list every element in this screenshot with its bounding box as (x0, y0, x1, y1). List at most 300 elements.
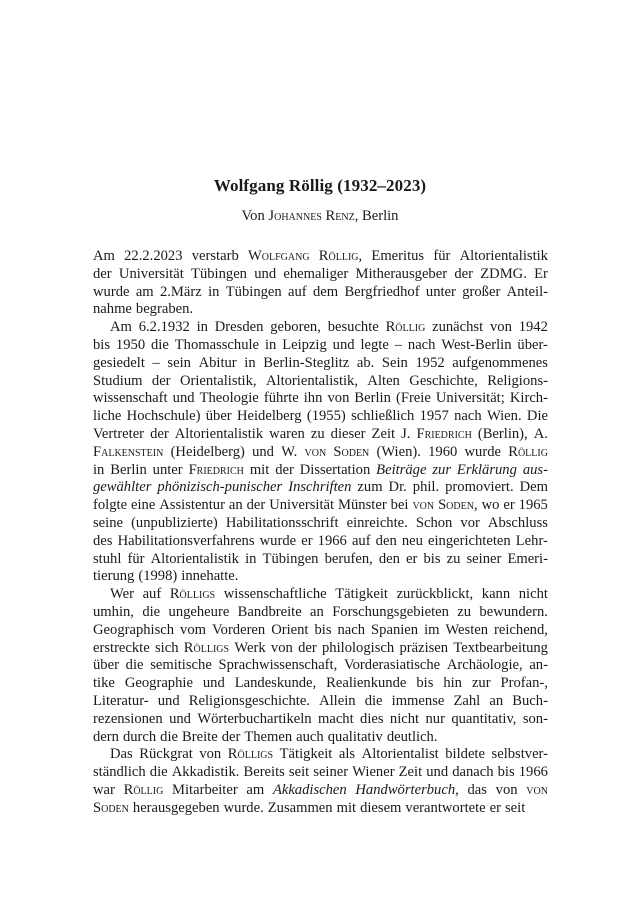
text-run: Am (110, 319, 132, 336)
word (199, 355, 237, 373)
text-run: Hochschule) (126, 408, 201, 425)
word (466, 551, 501, 569)
word (245, 551, 256, 569)
word (93, 657, 119, 675)
word (226, 284, 282, 302)
text-run: durch (122, 728, 157, 745)
text-run: waren (269, 425, 305, 442)
text-run: wissenschaft (93, 390, 168, 407)
text-run: deutlich. (386, 728, 438, 745)
word (93, 764, 146, 782)
word (93, 729, 119, 747)
word (332, 604, 449, 622)
word (462, 284, 500, 302)
word (93, 800, 129, 818)
small-caps-name: Rölligs (227, 746, 274, 763)
word (172, 764, 240, 782)
small-caps-name: Rölligs (183, 639, 230, 656)
word (447, 551, 461, 569)
text-run: Mitherausgeber (355, 265, 448, 282)
word (325, 551, 373, 569)
word (507, 284, 548, 302)
text-line (93, 462, 548, 480)
text-run: an- (529, 657, 548, 674)
word (175, 426, 263, 444)
word (238, 604, 302, 622)
word (311, 426, 325, 444)
word (360, 337, 388, 355)
text-run: reichend, (494, 621, 548, 638)
word (153, 355, 160, 373)
text-run: 6.2.1932 (138, 319, 190, 336)
text-run: dieser (330, 425, 366, 442)
word (281, 444, 297, 462)
text-run: bis (314, 621, 332, 638)
word (243, 764, 284, 782)
text-run: bis (497, 764, 515, 781)
text-run: großer (462, 283, 501, 300)
word (142, 604, 160, 622)
word (487, 408, 522, 426)
word (203, 675, 225, 693)
word (93, 711, 163, 729)
text-run: in (93, 461, 105, 478)
text-run: (1998) (138, 568, 178, 585)
italic-title: Beiträge (376, 461, 427, 478)
text-line (93, 622, 548, 640)
article-body (93, 248, 548, 818)
text-run: , (358, 248, 363, 264)
text-run: bis (416, 675, 434, 692)
word (534, 266, 548, 284)
text-run: führte (263, 390, 299, 407)
word (423, 551, 440, 569)
text-run: bewundern. (479, 603, 548, 620)
text-run: nicht (389, 710, 420, 727)
text-run: bildete (445, 746, 485, 763)
word (126, 657, 144, 675)
word (482, 497, 500, 515)
text-run: Universität (269, 497, 335, 514)
word (136, 301, 193, 319)
text-run: – (394, 336, 402, 353)
word (93, 533, 112, 551)
text-run: sein (167, 354, 191, 371)
word (93, 640, 150, 658)
word (371, 248, 424, 266)
text-run: er (489, 799, 501, 816)
italic-title: phönizisch-punischer (157, 479, 283, 496)
text-run: zu (446, 550, 461, 567)
text-run: Altorientalistik, (265, 372, 358, 389)
word (379, 551, 400, 569)
text-run: unter (152, 461, 183, 478)
word (182, 729, 218, 747)
word (150, 657, 212, 675)
word (402, 533, 423, 551)
text-run: nahme (93, 301, 132, 318)
word (328, 729, 383, 747)
word (93, 408, 121, 426)
text-run: auf (142, 586, 162, 603)
word (93, 426, 144, 444)
word (93, 248, 115, 266)
text-run: (Freie (395, 390, 431, 407)
word (505, 800, 525, 818)
text-run: Emeri- (507, 550, 548, 567)
word (93, 266, 112, 284)
text-run: zu (457, 603, 472, 620)
text-run: dies (360, 710, 384, 727)
text-run: herausgegeben (132, 799, 220, 816)
word (304, 390, 323, 408)
text-run: Habilitationsschrift (225, 514, 339, 531)
word (93, 622, 174, 640)
text-run: Er (534, 265, 548, 282)
small-caps-name: Falkenstein (93, 443, 164, 460)
word (271, 622, 308, 640)
word (426, 284, 456, 302)
word (352, 533, 371, 551)
text-run: Sprachwissenschaft, (218, 657, 338, 674)
word (409, 373, 477, 391)
text-run: Wiener (352, 764, 395, 781)
word (457, 462, 517, 480)
word (405, 800, 485, 818)
text-line (93, 319, 548, 337)
word (172, 782, 238, 800)
word (184, 640, 229, 658)
text-run: und (169, 710, 191, 727)
word (335, 586, 388, 604)
small-caps-name: Wolfgang (247, 248, 310, 264)
word (110, 746, 133, 764)
text-run: der (221, 728, 241, 745)
word (123, 729, 156, 747)
word (390, 711, 419, 729)
small-caps-name: von (304, 443, 327, 460)
word (351, 408, 414, 426)
text-run: nach (337, 621, 366, 638)
text-run: Bandbreite (237, 603, 302, 620)
word (387, 729, 438, 747)
text-line (93, 390, 548, 408)
word (235, 675, 316, 693)
word (266, 373, 358, 391)
word (181, 568, 238, 586)
italic-title: aus- (522, 461, 548, 478)
text-run: seit (504, 799, 526, 816)
word (150, 764, 168, 782)
word (337, 800, 356, 818)
text-line (93, 693, 548, 711)
word (228, 746, 273, 764)
word (498, 764, 515, 782)
text-line (93, 266, 548, 284)
word (333, 337, 355, 355)
word (215, 319, 264, 337)
text-run: – (152, 354, 160, 371)
word (360, 800, 401, 818)
text-run: die (160, 728, 179, 745)
word (526, 782, 548, 800)
word (275, 462, 294, 480)
text-run: semitische (150, 657, 212, 674)
text-line (93, 301, 548, 319)
word (519, 497, 548, 515)
text-run: der (151, 372, 171, 389)
word (288, 284, 307, 302)
small-caps-name: von (412, 497, 435, 514)
text-run: eingerichteten (428, 532, 511, 549)
small-caps-name: von (526, 781, 548, 798)
text-run: über (93, 657, 119, 674)
text-run: das (467, 781, 487, 798)
text-run: Berlin (110, 461, 147, 478)
word (191, 266, 247, 284)
word (133, 800, 220, 818)
text-run: danach (452, 764, 494, 781)
paragraph (93, 319, 548, 586)
text-run: in (208, 283, 220, 300)
word (377, 444, 421, 462)
text-run: Dr. (388, 479, 407, 496)
text-run: , (455, 781, 459, 798)
small-caps-name: Röllig (318, 248, 359, 264)
text-run: bis (423, 550, 441, 567)
word (288, 479, 351, 497)
text-run: von (327, 390, 350, 407)
text-run: (Berlin), (477, 425, 528, 442)
text-run: zur (471, 675, 491, 692)
text-run: immense (391, 692, 445, 709)
word (328, 319, 379, 337)
word (489, 693, 503, 711)
text-run: in (244, 354, 256, 371)
word (246, 782, 264, 800)
text-run: stuhl (93, 550, 122, 567)
text-run: für (433, 248, 451, 264)
text-line (93, 640, 548, 658)
text-run: Zusammen (267, 799, 333, 816)
word (173, 390, 195, 408)
text-run: Archäologie, (446, 657, 523, 674)
word (519, 319, 548, 337)
text-run: 1965 (518, 497, 548, 514)
text-run: der (246, 497, 266, 514)
word (512, 693, 548, 711)
word (93, 444, 163, 462)
text-run: Tätigkeit (335, 586, 388, 603)
text-run: Westen (445, 621, 489, 638)
text-run: (unpublizierte) (131, 514, 218, 531)
text-line (93, 497, 548, 515)
text-run: , (473, 497, 478, 514)
text-run: präzisen (399, 639, 449, 656)
text-run: Bergfriedhof (344, 283, 420, 300)
byline (0, 208, 640, 225)
text-run: Kirch- (509, 390, 548, 407)
text-run: gesiedelt (93, 354, 145, 371)
word (480, 266, 527, 284)
text-run: Landeskunde, (234, 675, 317, 692)
word (344, 657, 440, 675)
text-run: und (202, 675, 225, 692)
word (354, 390, 390, 408)
text-run: 2.März (159, 283, 202, 300)
word (396, 390, 431, 408)
text-run: Spanien (371, 621, 419, 638)
text-run: Altorientalistik (174, 425, 264, 442)
text-run: ZDMG. (480, 265, 527, 282)
byline-location: , Berlin (354, 208, 399, 224)
text-run: von (489, 319, 512, 336)
text-run: war (93, 781, 115, 798)
text-run: Wer (110, 586, 134, 603)
text-line (93, 337, 548, 355)
text-run: der (454, 265, 473, 282)
word (399, 640, 448, 658)
word (517, 337, 548, 355)
text-run: Universität (118, 265, 184, 282)
text-run: Abschluss (487, 514, 548, 531)
word (180, 373, 257, 391)
text-run: ehemaliger (283, 265, 349, 282)
word (453, 640, 548, 658)
word (310, 604, 324, 622)
word (482, 586, 510, 604)
word (467, 782, 486, 800)
word (244, 729, 292, 747)
word (516, 533, 548, 551)
word (160, 284, 202, 302)
word (445, 746, 485, 764)
word (116, 337, 145, 355)
text-run: Lehr- (515, 532, 548, 549)
text-run: von (199, 746, 222, 763)
text-run: ungeheure (168, 603, 230, 620)
word (151, 551, 239, 569)
word (93, 284, 129, 302)
word (189, 462, 244, 480)
text-run: (1955) (306, 408, 346, 425)
text-run: den (378, 550, 400, 567)
word (487, 373, 548, 391)
word (338, 497, 387, 515)
text-run: Wien. (486, 408, 522, 425)
text-run: aufgenommenes (452, 354, 548, 371)
text-line (93, 568, 548, 586)
text-run: folgte (93, 497, 128, 514)
text-run: tike (93, 675, 115, 692)
word (175, 337, 259, 355)
word (322, 640, 394, 658)
word (496, 782, 518, 800)
text-run: zurückblickt, (396, 586, 474, 603)
text-run: Religionsgeschichte. (188, 692, 310, 709)
word (206, 408, 232, 426)
word (392, 693, 445, 711)
word (127, 408, 201, 426)
text-run: Werk (234, 639, 266, 656)
word (357, 479, 382, 497)
text-run: Tübingen (262, 550, 319, 567)
word (260, 533, 296, 551)
text-run: Akkadistik. (171, 764, 240, 781)
text-run: in (264, 336, 277, 353)
text-run: tierung (93, 568, 135, 585)
text-run: 22.2.2023 (124, 248, 183, 264)
word (428, 444, 457, 462)
word (167, 355, 191, 373)
text-run: die (142, 603, 161, 620)
text-run: (Wien). (376, 443, 421, 460)
text-run: Theologie (199, 390, 259, 407)
small-caps-name: Friedrich (188, 461, 244, 478)
word (125, 675, 193, 693)
text-run: Alten (367, 372, 400, 389)
word (445, 622, 488, 640)
word (271, 640, 293, 658)
word (93, 551, 121, 569)
word (169, 604, 230, 622)
word (199, 746, 221, 764)
word (301, 533, 312, 551)
word (367, 373, 399, 391)
text-run: Abitur (198, 354, 237, 371)
text-run: die (125, 657, 144, 674)
word (416, 515, 452, 533)
word (426, 764, 448, 782)
word (454, 266, 473, 284)
text-run: Sein (381, 354, 408, 371)
text-run: von (495, 781, 518, 798)
text-run: (Heidelberg) (170, 443, 245, 460)
text-line (93, 711, 548, 729)
word (420, 408, 449, 426)
text-run: Zahl (453, 692, 481, 709)
byline-prefix: Von (241, 208, 265, 224)
text-run: und (332, 336, 355, 353)
word (224, 586, 327, 604)
text-run: ständlich (93, 764, 146, 781)
text-line (93, 604, 548, 622)
text-run: Orient (271, 621, 309, 638)
text-run: Emeritus (371, 248, 425, 264)
text-run: nach (454, 408, 482, 425)
text-run: Altorientalistik (459, 248, 548, 264)
text-run: er (406, 550, 418, 567)
text-run: Tätigkeit (279, 746, 333, 763)
word (510, 390, 548, 408)
text-run: Vertreter (93, 425, 145, 442)
word (197, 711, 311, 729)
word (319, 248, 362, 266)
word (451, 711, 516, 729)
word (344, 284, 419, 302)
word (376, 462, 426, 480)
text-run: an (310, 603, 324, 620)
word (93, 675, 115, 693)
word (151, 337, 169, 355)
italic-title: zur (432, 461, 451, 478)
text-run: son- (522, 710, 548, 727)
word (212, 622, 265, 640)
word (478, 426, 528, 444)
word (406, 551, 417, 569)
word (397, 586, 474, 604)
text-run: und (254, 265, 277, 282)
